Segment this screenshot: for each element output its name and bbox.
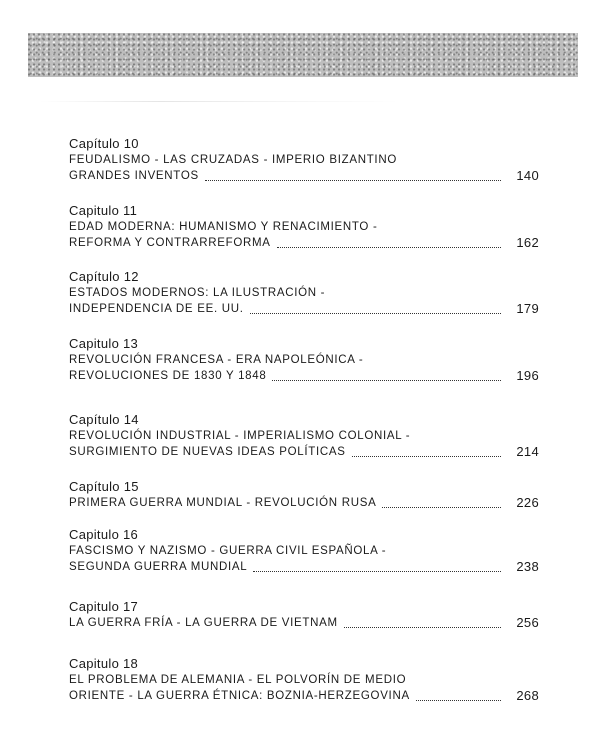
chapter-label: Capitulo 16 [69, 527, 139, 542]
chapter-label: Capítulo 14 [69, 412, 139, 427]
page-number: 256 [516, 615, 539, 630]
toc-entry-12 [69, 269, 539, 317]
chapter-label: Capitulo 13 [69, 336, 139, 351]
chapter-label: Capitulo 18 [69, 656, 139, 671]
title-text: LA GUERRA FRÍA - LA GUERRA DE VIETNAM [69, 617, 338, 629]
toc-entry-13 [69, 336, 539, 384]
chapter-label: Capítulo 15 [69, 479, 139, 494]
toc-entry-14 [69, 412, 539, 460]
dot-leader [352, 455, 501, 457]
toc-entry-15 [69, 479, 539, 511]
chapter-label: Capitulo 17 [69, 599, 139, 614]
title-last-line [69, 301, 539, 317]
page-number: 179 [516, 301, 539, 316]
page-number: 196 [516, 368, 539, 383]
title-last-line [69, 168, 539, 184]
title-line: ESTADOS MODERNOS: LA ILUSTRACIÓN - [69, 287, 326, 299]
dot-leader [205, 179, 501, 181]
decorative-banner [28, 33, 578, 77]
title-line: REVOLUCIÓN FRANCESA - ERA NAPOLEÓNICA - [69, 354, 364, 366]
title-last-line [69, 688, 539, 704]
dot-leader [253, 570, 501, 572]
title-text: GRANDES INVENTOS [69, 170, 199, 182]
page-number: 226 [516, 495, 539, 510]
title-last-line [69, 559, 539, 575]
chapter-label: Capítulo 10 [69, 136, 139, 151]
faint-rule [40, 101, 400, 102]
title-line: FEUDALISMO - LAS CRUZADAS - IMPERIO BIZANTINO [69, 154, 397, 166]
title-text: INDEPENDENCIA DE EE. UU. [69, 303, 244, 315]
toc-entry-10 [69, 136, 539, 184]
dot-leader [250, 312, 501, 314]
title-text: PRIMERA GUERRA MUNDIAL - REVOLUCIÓN RUSA [69, 497, 377, 509]
title-text: ORIENTE - LA GUERRA ÉTNICA: BOZNIA-HERZEGOVINA [69, 690, 410, 702]
toc-entry-11 [69, 203, 539, 251]
title-line: FASCISMO Y NAZISMO - GUERRA CIVIL ESPAÑOLA - [69, 545, 387, 557]
title-text: REFORMA Y CONTRARREFORMA [69, 237, 271, 249]
title-last-line [69, 444, 539, 460]
toc-entry-17 [69, 599, 539, 631]
page-number: 238 [516, 559, 539, 574]
dot-leader [382, 506, 501, 508]
chapter-label: Capítulo 12 [69, 269, 139, 284]
page-number: 268 [516, 688, 539, 703]
title-text: REVOLUCIONES DE 1830 Y 1848 [69, 370, 267, 382]
toc-entry-16 [69, 527, 539, 575]
page-number: 140 [516, 168, 539, 183]
dot-leader [416, 699, 501, 701]
chapter-label: Capitulo 11 [69, 203, 138, 218]
title-last-line [69, 368, 539, 384]
title-last-line [69, 235, 539, 251]
dot-leader [272, 379, 501, 381]
title-line: EDAD MODERNA: HUMANISMO Y RENACIMIENTO - [69, 221, 378, 233]
page-number: 162 [516, 235, 539, 250]
title-text: SURGIMIENTO DE NUEVAS IDEAS POLÍTICAS [69, 446, 346, 458]
dot-leader [344, 626, 501, 628]
title-line: REVOLUCIÓN INDUSTRIAL - IMPERIALISMO COLONIAL - [69, 430, 411, 442]
page-number: 214 [516, 444, 539, 459]
dot-leader [277, 246, 501, 248]
title-line: EL PROBLEMA DE ALEMANIA - EL POLVORÍN DE MEDIO [69, 674, 407, 686]
title-last-line [69, 615, 539, 631]
title-text: SEGUNDA GUERRA MUNDIAL [69, 561, 248, 573]
toc-entry-18 [69, 656, 539, 704]
title-last-line [69, 495, 539, 511]
